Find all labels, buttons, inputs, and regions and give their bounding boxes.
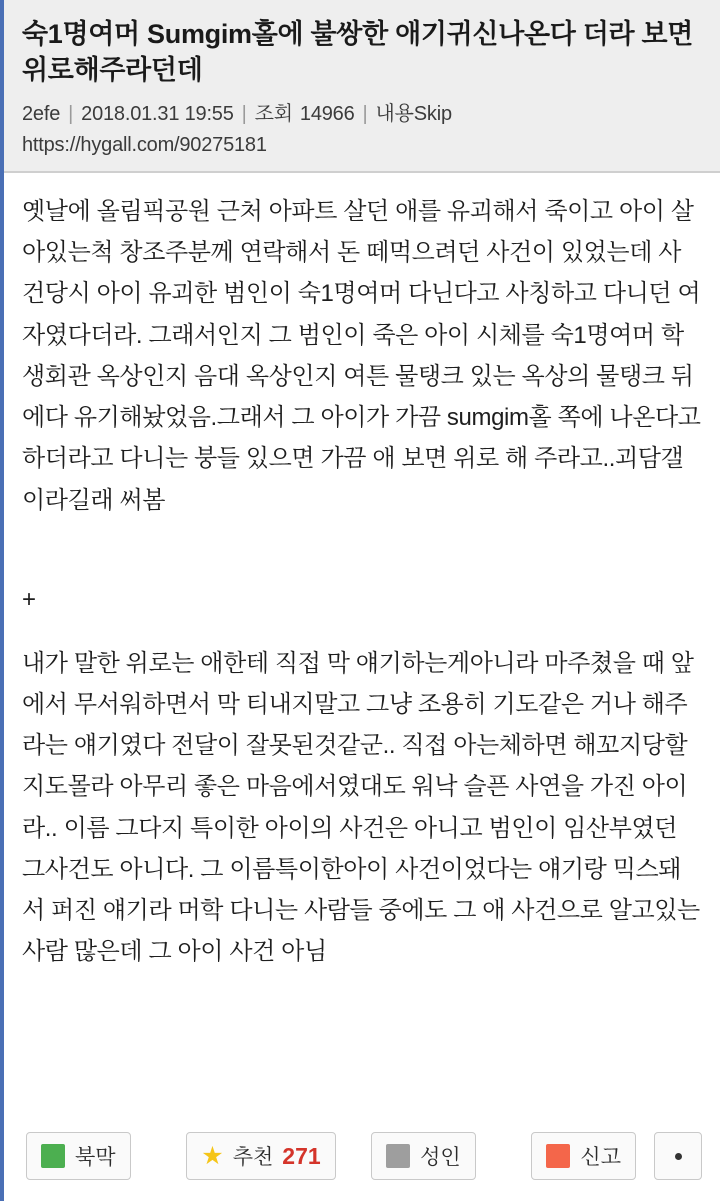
post-meta	[22, 99, 702, 129]
recommend-label: 추천	[232, 1146, 274, 1169]
recommend-button[interactable]	[186, 1132, 335, 1180]
plus-marker: +	[22, 586, 37, 613]
post-paragraph-2: 내가 말한 위로는 애한테 직접 막 얘기하는게아니라 마주쳤을 때 앞에서 무서워하면서 막 티내지말고 그냥 조용히 기도같은 거나 해주라는 얘기였다 전달이 잘못된것같군.. 직접 아는체하면 해꼬지당할지도몰라 아무리 좋은 마음에서였대도 워낙 슬픈 사연을 가진 아이라.. 이름 그다지 특이한 아이의 사건은 아니고 범인이 임산부였던 그사건도 아니다. 그 이름특이한아이 사건이었다는 얘기랑 믹스돼서 퍼진 얘기라 머학 다니는 사람들 중에도 그 애 사건으로 알고있는 사람 많은데 그 아이 사건 아님	[22, 649, 700, 966]
bookmark-icon	[41, 1144, 65, 1168]
paragraph-gap	[22, 521, 702, 583]
views-label: 조회	[254, 102, 293, 125]
views-count: 14966	[299, 102, 355, 125]
adult-label: 성인	[420, 1146, 461, 1169]
adult-icon	[386, 1144, 410, 1168]
meta-separator-1: |	[68, 102, 74, 125]
page-title: 숙1명여머 Sumgim홀에 불쌍한 애기귀신나온다 더라 보면 위로해주라던데	[22, 19, 694, 86]
bookmark-button[interactable]	[26, 1132, 131, 1180]
skip-content-link[interactable]: 내용Skip	[375, 102, 452, 125]
author-name[interactable]: 2efe	[22, 102, 61, 125]
meta-separator-2: |	[241, 102, 247, 125]
post-header	[4, 0, 720, 171]
report-icon	[546, 1144, 570, 1168]
more-options-button[interactable]	[654, 1132, 702, 1180]
adult-button[interactable]	[371, 1132, 476, 1180]
recommend-count: 271	[282, 1142, 321, 1169]
plus-gap	[22, 617, 702, 643]
post-paragraph-1: 옛날에 올림픽공원 근처 아파트 살던 애를 유괴해서 죽이고 아이 살아있는척 창조주분께 연락해서 돈 떼먹으려던 사건이 있었는데 사건당시 아이 유괴한 범인이 숙1명여머 다닌다고 사칭하고 다니던 여자였다더라. 그래서인지 그 범인이 죽은 아이 시체를 숙1명여머 학생회관 옥상인지 음대 옥상인지 여튼 물탱크 있는 옥상의 물탱크 뒤에다 유기해놨었음.그래서 그 아이가 가끔 sumgim홀 쪽에 나온다고 하더라고 다니는 붕들 있으면 가끔 애 보면 위로 해 주라고..괴담갤이라길래 써봄	[22, 197, 701, 514]
dot-icon	[675, 1153, 682, 1160]
star-icon: ★	[201, 1141, 224, 1170]
bookmark-label: 북막	[75, 1146, 116, 1169]
post-url[interactable]: https://hygall.com/90275181	[22, 133, 267, 156]
report-label: 신고	[580, 1146, 621, 1169]
post-actions-bar	[8, 1111, 720, 1201]
post-date: 2018.01.31 19:55	[81, 102, 234, 125]
report-button[interactable]	[531, 1132, 636, 1180]
meta-separator-3: |	[362, 102, 368, 125]
post-content	[4, 173, 720, 973]
